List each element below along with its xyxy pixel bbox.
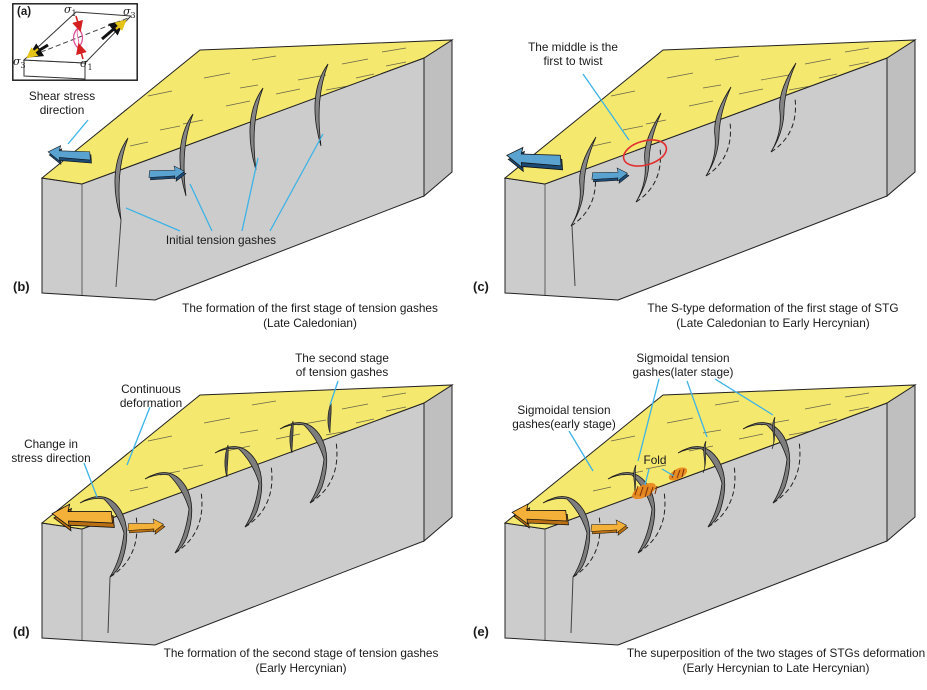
panel-b	[0, 0, 464, 345]
panel-letter-e: (e)	[473, 624, 489, 639]
second-stage-label	[295, 351, 389, 379]
fold-label-text: Fold	[643, 453, 667, 467]
panel-d	[0, 345, 464, 690]
change-stress-label	[11, 437, 90, 465]
sigma1-label-bottom: $\sigma_1$	[80, 57, 93, 73]
panel-e-diagram	[463, 345, 927, 690]
shear-stress-label	[29, 89, 95, 117]
second-stage-label-line1: The second stage	[295, 351, 389, 365]
caption-c-line1: The S-type deformation of the first stage of STG	[647, 301, 899, 315]
inset-letter-a: (a)	[17, 6, 32, 18]
caption-d-line2: (Early Hercynian)	[255, 660, 347, 675]
initial-gashes-label	[166, 233, 276, 247]
later-stage-label-line2: gashes(later stage)	[632, 365, 734, 379]
continuous-deformation-line1: Continuous	[121, 382, 181, 396]
caption-b-line1: The formation of the first stage of tension gashes	[182, 301, 438, 315]
caption-c-line2: (Late Caledonian to Early Hercynian)	[676, 315, 870, 330]
twist-label-line1: The middle is the	[528, 40, 618, 54]
caption-b-line2: (Late Caledonian)	[263, 315, 357, 330]
early-stage-label	[512, 403, 616, 431]
caption-b	[182, 301, 438, 330]
twist-label	[528, 40, 618, 68]
sigma3-label-bottom: $\sigma_3$	[13, 55, 26, 71]
change-stress-line2: stress direction	[11, 451, 91, 465]
early-stage-label-line2: gashes(early stage)	[512, 417, 616, 431]
sigma3-label-top: $\sigma_3$	[123, 5, 136, 21]
inset-a	[12, 3, 138, 81]
shear-stress-label-line1: Shear stress	[28, 89, 96, 103]
caption-e-line1: The superposition of the two stages of STGs deformation	[626, 646, 926, 660]
panel-letter-d: (d)	[13, 624, 30, 639]
continuous-deformation-line2: deformation	[119, 396, 183, 410]
later-stage-label	[633, 351, 734, 379]
panel-letter-c: (c)	[473, 279, 489, 294]
continuous-deformation-label	[120, 382, 182, 410]
caption-d-line1: The formation of the second stage of tension gashes	[163, 646, 439, 660]
sigma1-label-top: $\sigma_1$	[64, 3, 77, 19]
change-stress-line1: Change in	[24, 437, 78, 451]
early-stage-label-line1: Sigmoidal tension	[517, 403, 611, 417]
caption-c	[647, 301, 898, 330]
caption-e	[627, 646, 925, 675]
later-stage-label-line1: Sigmoidal tension	[636, 351, 730, 365]
second-stage-label-line2: of tension gashes	[295, 365, 389, 379]
panel-e	[463, 345, 927, 690]
caption-e-line2: (Early Hercynian to Late Hercynian)	[682, 660, 870, 675]
caption-d	[164, 646, 439, 675]
panel-c	[463, 0, 927, 345]
panel-letter-b: (b)	[13, 279, 30, 294]
shear-stress-label-line2: direction	[39, 103, 85, 117]
fold-label	[644, 453, 667, 467]
panel-d-diagram	[0, 345, 464, 690]
initial-gashes-label-text: Initial tension gashes	[165, 233, 277, 247]
twist-label-line2: first to twist	[543, 54, 603, 68]
